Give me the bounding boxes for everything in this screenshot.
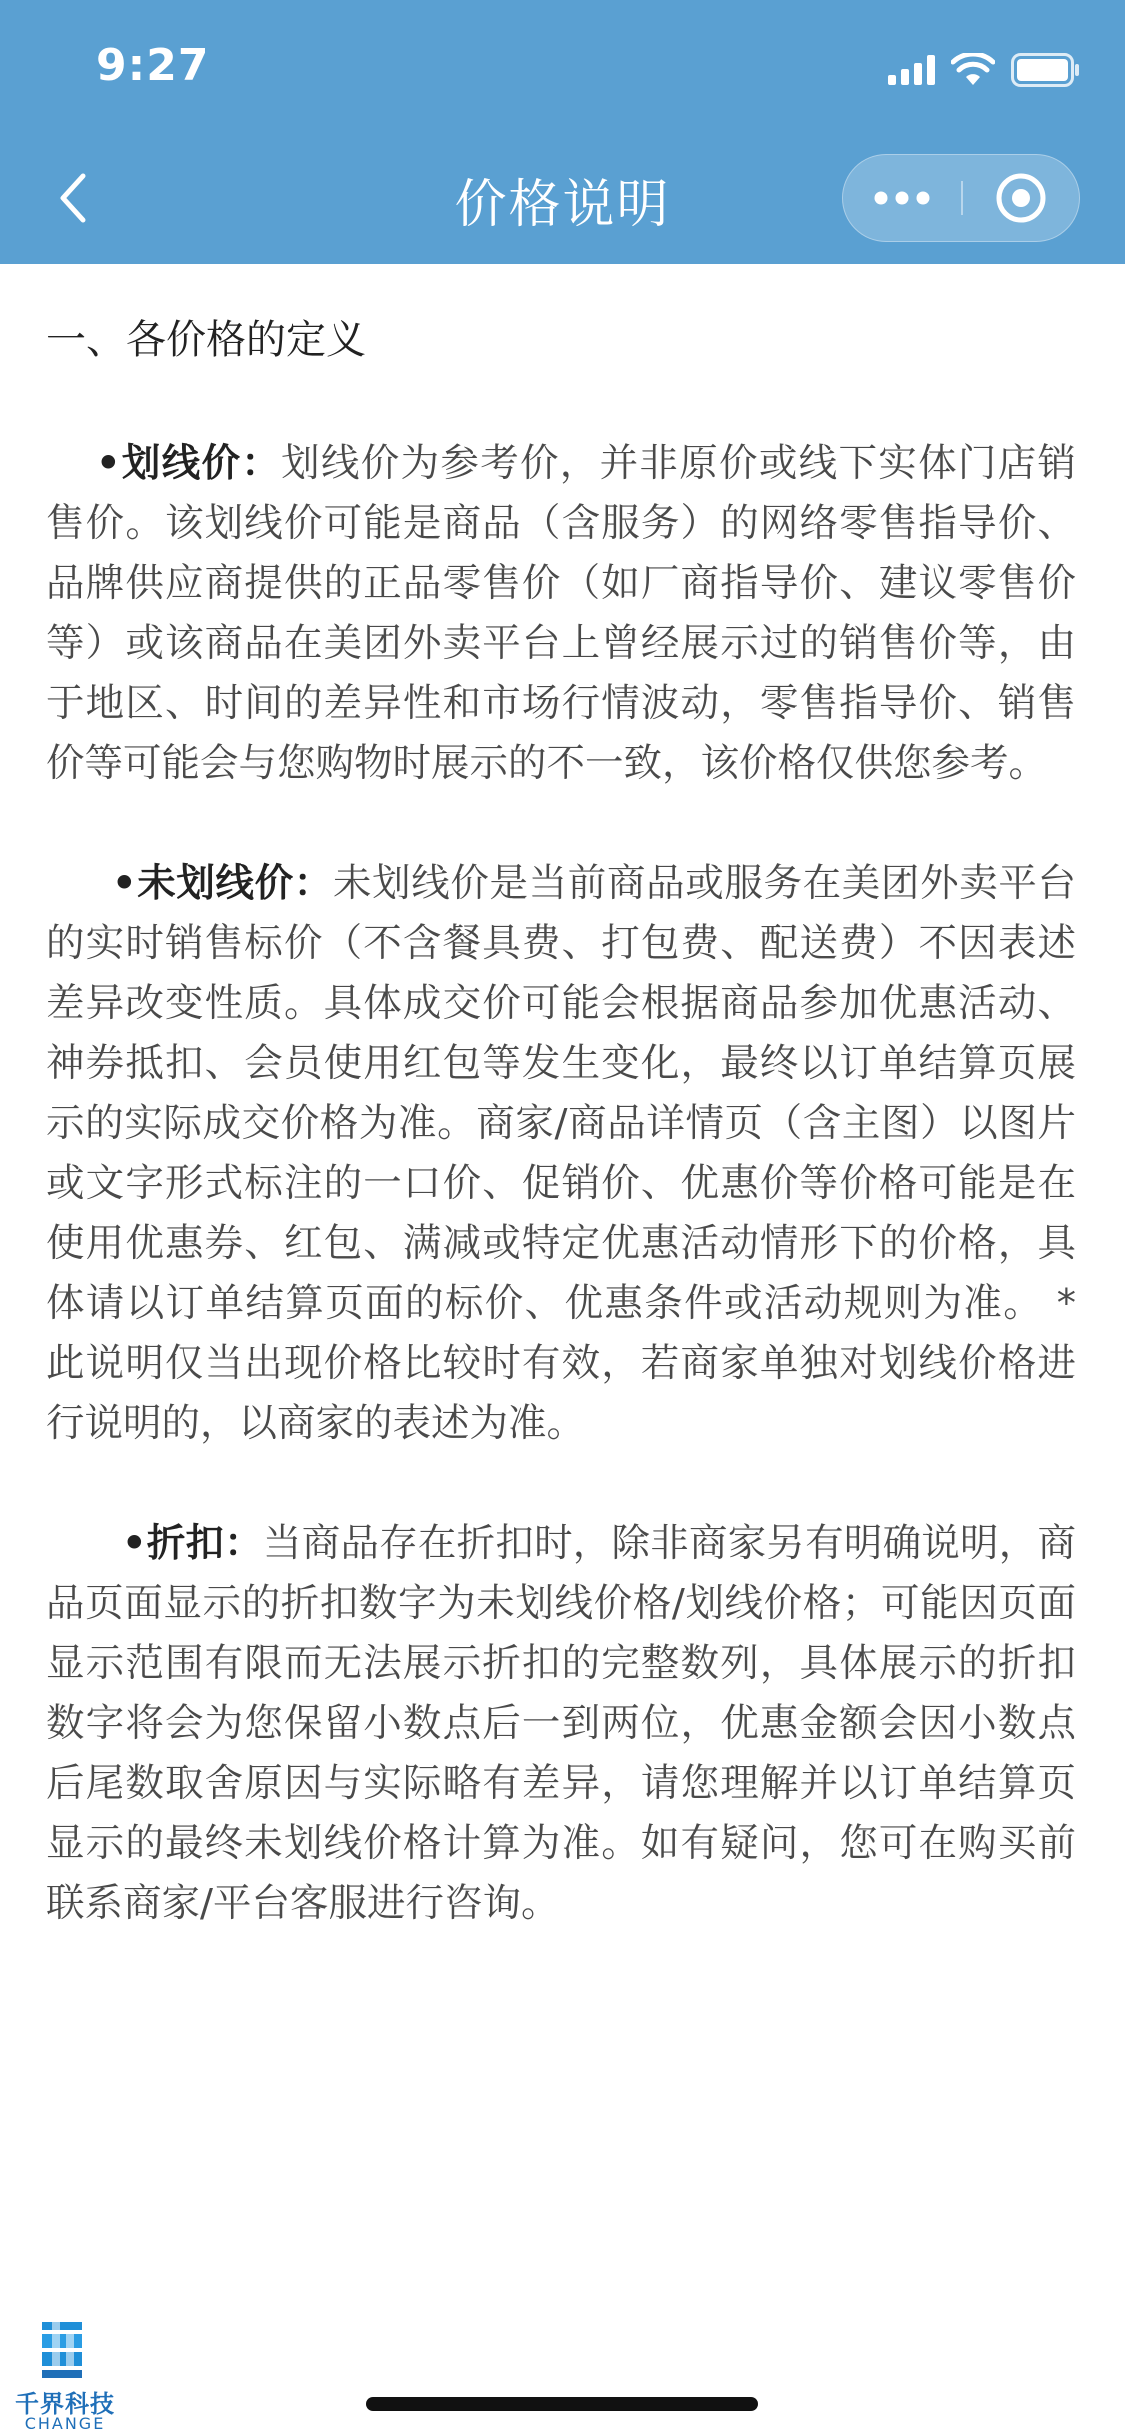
watermark-sub: CHANGE <box>24 2414 106 2433</box>
paragraph-lead: •折扣： <box>122 1521 264 1566</box>
paragraph-discount <box>46 1514 1076 1934</box>
paragraph-text: 当商品存在折扣时，除非商家另有明确说明，商品页面显示的折扣数字为未划线价格/划线价格；可能因页面显示范围有限而无法展示折扣的完整数列，具体展示的折扣数字将会为您保留小数点后一到两位，优惠金额会因小数点后尾数取舍原因与实际略有差异，请您理解并以订单结算页显示的最终未划线价格计算为准。如有疑问，您可在购买前联系商家/平台客服进行咨询。 <box>46 1521 1076 1926</box>
cellular-signal-icon <box>888 55 935 85</box>
mini-program-capsule <box>842 154 1080 242</box>
paragraph-strikethrough-price <box>46 434 1076 794</box>
paragraph-text: 未划线价是当前商品或服务在美团外卖平台的实时销售标价（不含餐具费、打包费、配送费）不因表述差异改变性质。具体成交价可能会根据商品参加优惠活动、神券抵扣、会员使用红包等发生变化，最终以订单结算页展示的实际成交价格为准。商家/商品详情页（含主图）以图片或文字形式标注的一口价、促销价、优惠价等价格可能是在使用优惠券、红包、满减或特定优惠活动情形下的价格，具体请以订单结算页面的标价、优惠条件或活动规则为准。 *此说明仅当出现价格比较时有效，若商家单独对划线价格进行说明的，以商家的表述为准。 <box>46 861 1076 1446</box>
top-chrome <box>0 0 1125 264</box>
price-explanation-content <box>46 300 1076 1994</box>
more-button[interactable] <box>843 155 961 241</box>
watermark-name: 千界科技 <box>15 2390 115 2418</box>
close-button[interactable] <box>963 155 1079 241</box>
watermark <box>0 2318 130 2436</box>
target-close-icon <box>993 170 1049 226</box>
status-bar <box>0 0 1125 132</box>
paragraph-lead: •未划线价： <box>112 861 333 906</box>
wifi-icon <box>951 53 995 87</box>
paragraph-lead: •划线价： <box>96 441 282 486</box>
paragraph-non-strikethrough-price <box>46 854 1076 1454</box>
home-indicator[interactable] <box>366 2397 758 2411</box>
status-time: 9:27 <box>96 40 210 91</box>
status-icons <box>888 50 1081 90</box>
watermark-logo-icon <box>38 2320 90 2382</box>
paragraph-text: 划线价为参考价，并非原价或线下实体门店销售价。该划线价可能是商品（含服务）的网络零售指导价、品牌供应商提供的正品零售价（如厂商指导价、建议零售价等）或该商品在美团外卖平台上曾经展示过的销售价等，由于地区、时间的差异性和市场行情波动，零售指导价、销售价等可能会与您购物时展示的不一致，该价格仅供您参考。 <box>46 441 1076 786</box>
page-title: 价格说明 <box>454 175 671 235</box>
more-dots-icon <box>873 190 931 206</box>
nav-bar <box>0 132 1125 264</box>
battery-icon <box>1011 53 1081 87</box>
section-title: 一、各价格的定义 <box>46 317 366 363</box>
